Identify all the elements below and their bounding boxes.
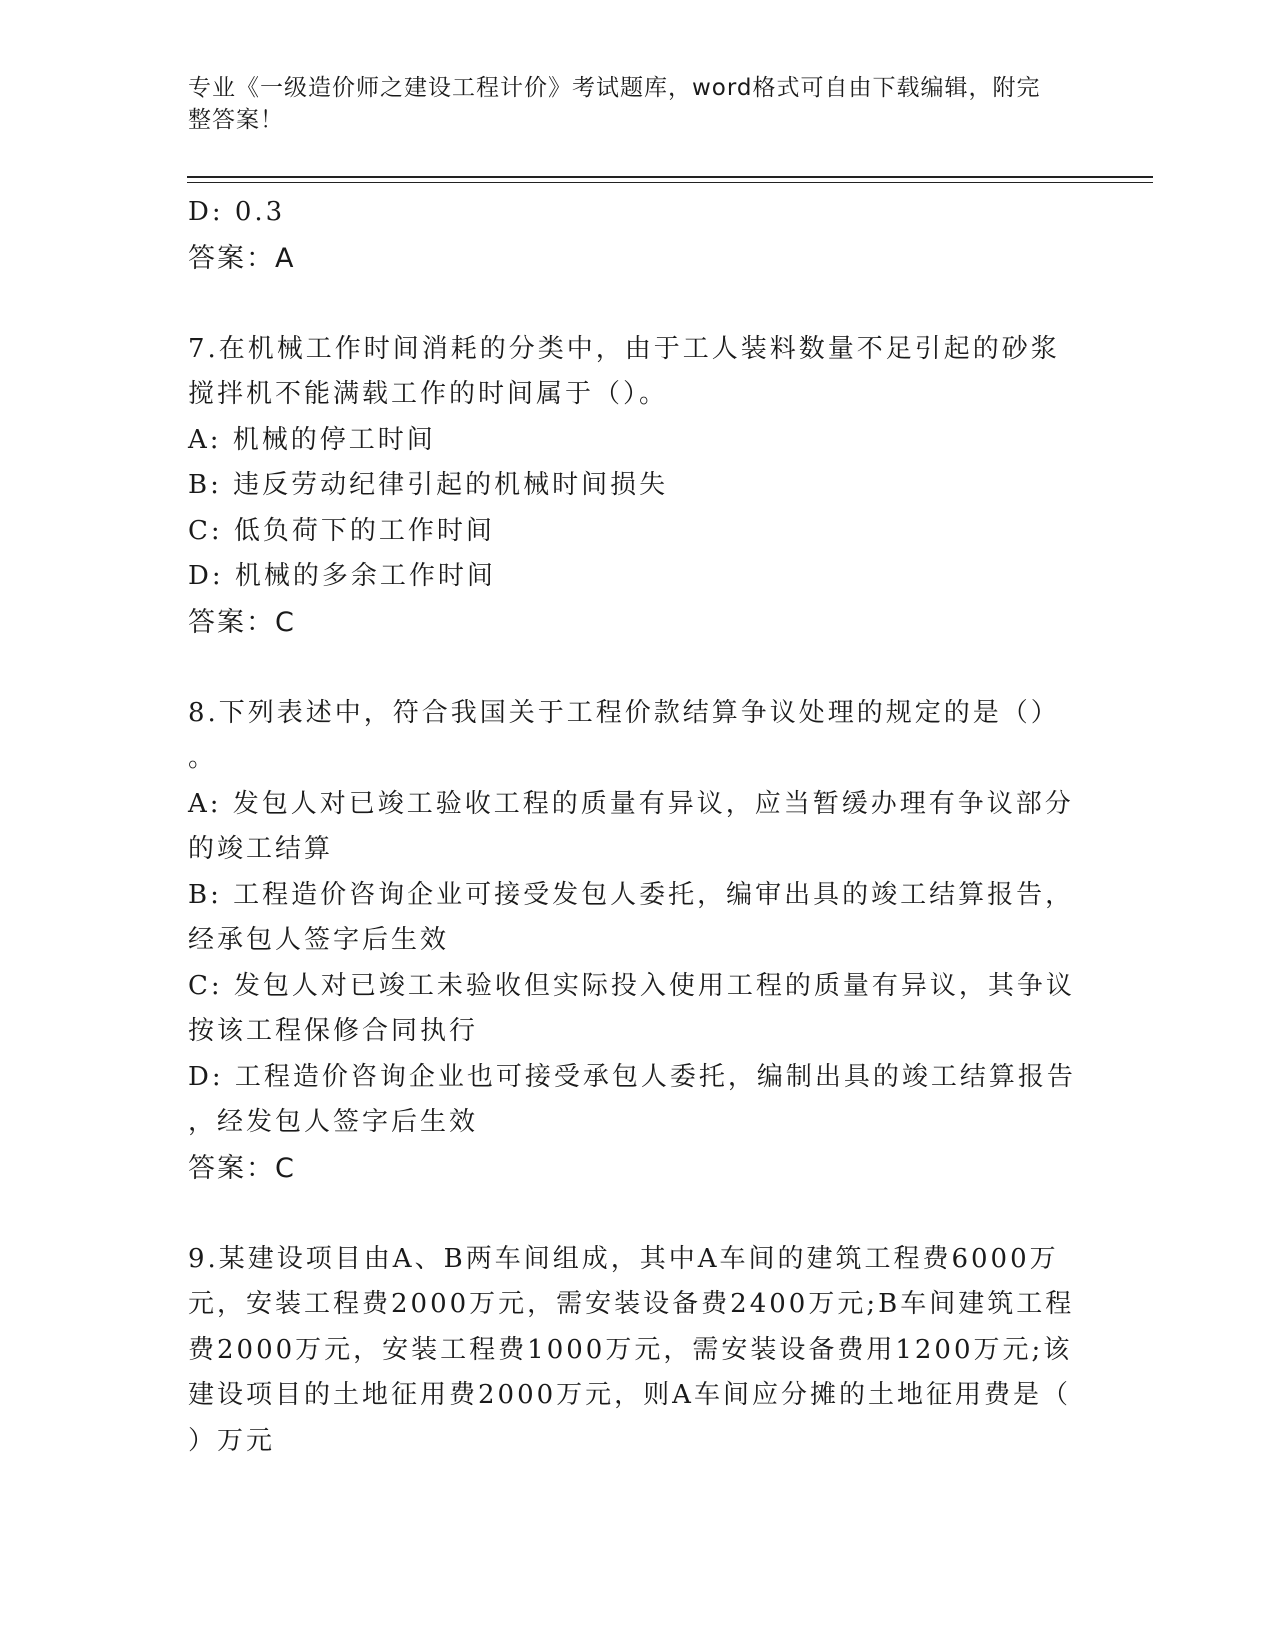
option-c: C: 发包人对已竣工未验收但实际投入使用工程的质量有异议，其争议 bbox=[188, 970, 1075, 1001]
option-b: B: 工程造价咨询企业可接受发包人委托，编审出具的竣工结算报告， bbox=[188, 879, 1075, 910]
question-9 bbox=[188, 1237, 1075, 1465]
spacer bbox=[188, 1191, 1068, 1237]
question-stem: 建设项目的土地征用费2000万元，则A车间应分摊的土地征用费是（ bbox=[188, 1380, 1071, 1410]
header-divider-thin bbox=[187, 182, 1153, 183]
option-d: ，经发包人签字后生效 bbox=[188, 1107, 479, 1137]
header-divider bbox=[187, 176, 1153, 178]
question-stem: 。 bbox=[188, 743, 218, 773]
question-stem: ）万元 bbox=[188, 1425, 276, 1456]
question-7 bbox=[188, 327, 1068, 646]
question-stem: 7.在机械工作时间消耗的分类中，由于工人装料数量不足引起的砂浆 bbox=[188, 333, 1060, 364]
header-line: 专业《一级造价师之建设工程计价》考试题库，word格式可自由下载编辑，附完 bbox=[188, 75, 1041, 101]
option-c: C: 低负荷下的工作时间 bbox=[188, 515, 495, 546]
answer: 答案：C bbox=[188, 1152, 296, 1184]
option-b: 经承包人签字后生效 bbox=[188, 925, 450, 955]
question-8 bbox=[188, 691, 1076, 1192]
option-d: D: 0.3 bbox=[188, 197, 286, 227]
header-line: 整答案！ bbox=[188, 107, 284, 133]
answer: 答案：C bbox=[188, 606, 296, 638]
option-a: A: 发包人对已竣工验收工程的质量有异议，应当暂缓办理有争议部分 bbox=[188, 788, 1074, 819]
option-d: D: 机械的多余工作时间 bbox=[188, 561, 496, 591]
option-c: 按该工程保修合同执行 bbox=[188, 1016, 479, 1046]
question-stem: 费2000万元，安装工程费1000万元，需安装设备费用1200万元;该 bbox=[188, 1334, 1073, 1365]
document-header bbox=[188, 72, 1068, 136]
spacer bbox=[188, 281, 1068, 327]
question-stem: 搅拌机不能满载工作的时间属于（）。 bbox=[188, 379, 669, 409]
question-content bbox=[188, 190, 1076, 1464]
answer: 答案：A bbox=[188, 242, 296, 274]
option-a: 的竣工结算 bbox=[188, 834, 334, 864]
question-stem: 9.某建设项目由A、B两车间组成，其中A车间的建筑工程费6000万 bbox=[188, 1243, 1059, 1274]
question-stem: 元，安装工程费2000万元，需安装设备费2400万元;B车间建筑工程 bbox=[188, 1289, 1075, 1319]
spacer bbox=[188, 645, 1068, 691]
option-d: D: 工程造价咨询企业也可接受承包人委托，编制出具的竣工结算报告 bbox=[188, 1061, 1076, 1092]
option-a: A: 机械的停工时间 bbox=[188, 424, 436, 455]
option-b: B: 违反劳动纪律引起的机械时间损失 bbox=[188, 470, 669, 500]
question-stem: 8.下列表述中，符合我国关于工程价款结算争议处理的规定的是（） bbox=[188, 697, 1060, 728]
